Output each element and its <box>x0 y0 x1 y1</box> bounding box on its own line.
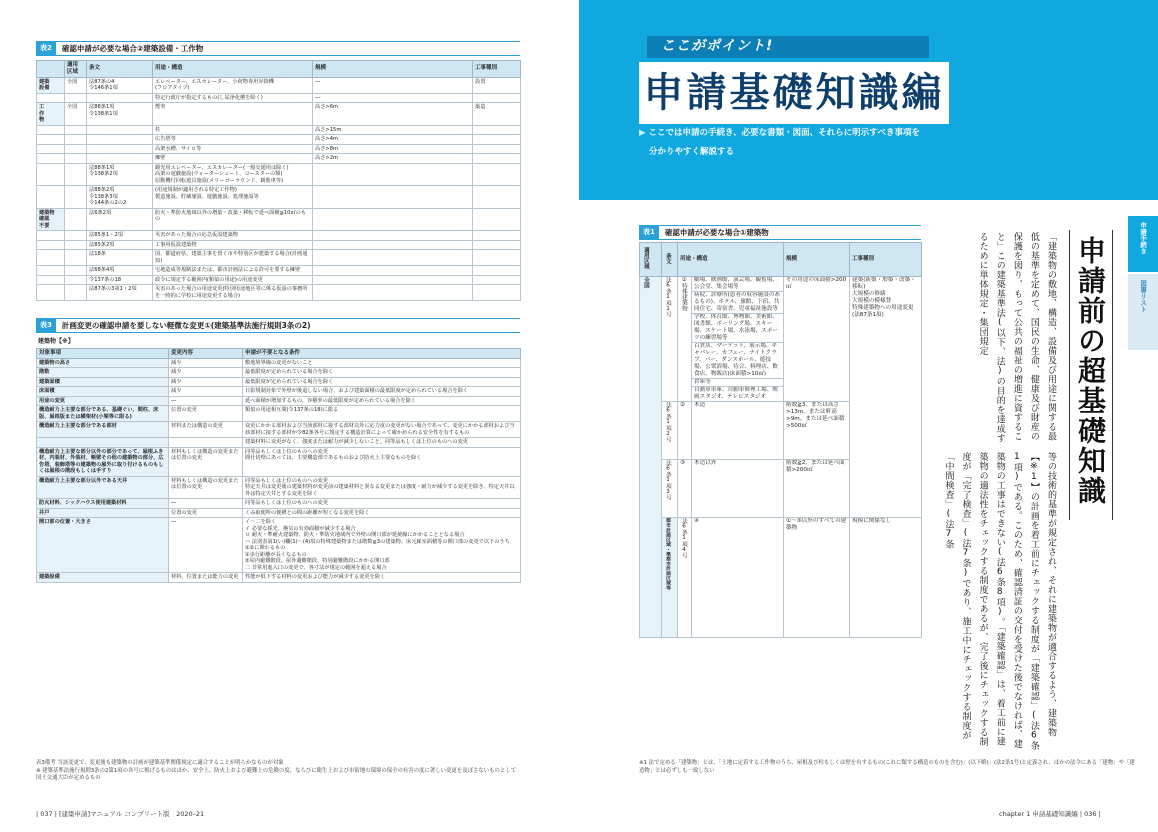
table2-cell: 観光用エレベーター、エスカレーター(一般交通用は除く) 高架の遊戯施設(ウォーターシュート、コースターの類) 原動機付回転遊具施設(メリーゴーラウンド、観覧車等) <box>153 163 313 186</box>
table2-row <box>37 77 521 93</box>
table1 <box>639 242 922 638</box>
table3-cell: 床面積 <box>37 387 169 397</box>
table2-cell <box>37 240 65 250</box>
table3-row <box>37 377 521 387</box>
table1-article <box>678 517 692 637</box>
table1-use: 百貨店、マーケット、展示場、キャバレー、カフェー、ナイトクラブ、バー、ダンスホール、遊技場、公衆浴場、待合、料理店、飲食店、物販店(床面積>10㎡) <box>692 342 784 378</box>
table1-area-text: 全国 <box>642 277 649 289</box>
table2-cell: 建築 設備 <box>37 77 65 93</box>
table2-cell <box>313 250 473 266</box>
table2-cell <box>313 231 473 241</box>
table1-use: 自動車車庫、自動車修理工場、映画スタジオ、テレビスタジオ <box>692 386 784 401</box>
table2-cell <box>473 250 521 266</box>
table3-cell <box>37 438 169 448</box>
table1-header-use: 用途・構造 <box>678 243 784 277</box>
table2-cell <box>65 231 87 241</box>
table2-cell <box>65 144 87 154</box>
table2-cell: エレベーター、エスカレーター、小荷物専用昇降機 (フロアタイプ) <box>153 77 313 93</box>
table3-cell: 同等品もしくは上位のものへの変更 <box>243 499 521 509</box>
table1-article-text: 法6条1項3号 <box>664 459 671 501</box>
table2-row <box>37 285 521 301</box>
table2-cell: 擁壁 <box>153 154 313 164</box>
table3-cell: イ〜二を除く イ 必要な採光、換気の有効面積が減少する場合 ロ 耐火・準耐火建築物、防火・準防火地域内で外壁の開口部が延焼線にかかることとなる場合 ハ 法別表第1(い)欄(1)〜(4)項の特殊建築物または階数≧3の建築物、床元廊室面積等の開口部の変更で以下のうち①②に関わるもの ①歩行距離が長くなるもの ②屋内避難階段、屋外避難階段、特別避難階段にかかる開口部 二 非常用進入口の変更で、各寸法が規定の範囲を超える場合 <box>243 518 521 573</box>
table2-row <box>37 103 521 126</box>
table2-cell <box>87 125 153 135</box>
table3-cell: 構造耐力上主要な部分以外の部分であって、屋根ふき材、内装材、外装材、帳壁その他の建築物の部分、広告塔、装飾塔等の建築物の屋外に取り付けるものもしくは屋根の階段もしくは手すり <box>37 447 169 476</box>
table2-cell <box>87 154 153 164</box>
table3-row <box>37 476 521 499</box>
table3-header-1: 変更内容 <box>169 349 243 359</box>
section-title: 申請前の超基礎知識 <box>1069 230 1113 520</box>
table2-cell <box>313 266 473 276</box>
table2-cell <box>37 125 65 135</box>
table1-size: 規模に関係なし <box>850 517 922 637</box>
table2-cell: 法87条の3第1・2項 <box>87 285 153 301</box>
table2-cell <box>65 208 87 231</box>
table1-area <box>640 277 662 638</box>
table1-mark: ③ <box>678 459 692 517</box>
table2-title-bar <box>36 41 520 56</box>
right-footnote: ※1 法で定める「建築物」とは、「土地に定着する工作物のうち、屋根及び柱もしくは壁を有するもの(これに類する構造のものを含む)」(以下略)」(法2条1号)と定義され、ほかの法令にある「建物」や「建造物」とは必ずしも一致しない <box>639 760 1135 774</box>
table2 <box>36 60 521 301</box>
table2-row <box>37 231 521 241</box>
right-footer: chapter 1 申請基礎知識編 | 036 | <box>999 809 1101 818</box>
table2-cell: 法85条2項 <box>87 240 153 250</box>
body-text-2: 等の技術的基準が規定され、それに建築物が適合するよう、建築物【※1】の計画を着工前にチェックする制度が「建築確認」(法6条1項)である。このため、確認済証の交付を受けた後でなければ、建築物の工事はできない(法6条8項)。「建築確認」は、着工前に建築物の適法性をチェックする制度であるが、完了後にチェックする制度が「完了検査」(法7条)であり、施工中にチェックする制度が「中間検査」(法7条 <box>943 452 1056 751</box>
table1-article-text: 法6条1項1号 <box>664 277 671 318</box>
table3-cell: 材料もしくは構造の変更または位置の変更 <box>169 476 243 499</box>
right-page <box>579 0 1158 832</box>
table2-header-4: 規模 <box>313 61 473 78</box>
table2-cell: 全国 <box>65 77 87 93</box>
table2-cell: 柱 <box>153 125 313 135</box>
table2-cell <box>473 208 521 231</box>
table2-header-1: 適用 区域 <box>65 61 87 78</box>
table3-cell: ― <box>169 499 243 509</box>
table1-area-2-text: 都市計画区域・準都市計画区域等 <box>664 517 670 590</box>
table3-caption: 建築物【※】 <box>38 338 74 345</box>
table3-cell: 最低限度が定められている場合を除く <box>243 377 521 387</box>
table1-header-work: 工事種別 <box>850 243 922 277</box>
table3-cell: 減少 <box>169 358 243 368</box>
table3-number: 表3 <box>36 319 56 332</box>
table3-cell: 構造耐力上主要な部分である、基礎ぐい、間柱、床版、屋根版または横架材(小梁等に限る) <box>37 406 169 422</box>
table2-cell <box>37 154 65 164</box>
table2-cell: 令137条の18 <box>87 275 153 285</box>
table2-cell: 高さ>15m <box>313 125 473 135</box>
table2-row <box>37 163 521 186</box>
table2-cell: 法88条2項 令138条3項 令144条の2の2 <box>87 186 153 209</box>
table2-cell: 災害のあった場合の用途変更(特別用途地区等に係る仮設の事務所を一時的に学校に用途変更する場合) <box>153 285 313 301</box>
table2-cell <box>65 240 87 250</box>
table2-title: 確認申請が必要な場合②建築設備・工作物 <box>61 43 204 53</box>
table2-row <box>37 208 521 231</box>
table2-cell <box>37 285 65 301</box>
table3-cell: 同等品もしくは上位のものへの変更 特定天井は変更後の建築材料が変更前の建築材料と異なる変更または強度・耐力が減少する変更を除き、特定天井以外は特定天井とする変更を除く <box>243 476 521 499</box>
table2-cell: 設置 <box>473 77 521 93</box>
table1-group <box>678 277 692 402</box>
table2-cell <box>473 186 521 209</box>
table3-cell: 建築物の高さ <box>37 358 169 368</box>
table2-cell: 特定行政庁が指定するもの(し尿浄化槽を除く) <box>153 93 313 103</box>
table3-cell: 性能が低下する材料の変更および能力が減少する変更を除く <box>243 573 521 583</box>
table3-note: ※ 建築基準法施行規則3条の2第1項の各号に掲げるものはほか、安全上、防火上および避難上の危険の度、ならびに衛生上および市街地の環境の保全の有害の度に著しい変更を及ぼさないものとして国土交通大臣が定めるもの <box>36 767 517 782</box>
table1-row <box>640 517 922 637</box>
table1-header-size: 規模 <box>784 243 850 277</box>
table3-cell: ― <box>169 396 243 406</box>
table3-cell: 減少 <box>169 387 243 397</box>
table2-cell <box>473 144 521 154</box>
table1-mark: ② <box>678 401 692 459</box>
table3-row <box>37 573 521 583</box>
table2-cell <box>313 163 473 186</box>
table1-article <box>662 459 678 517</box>
table1-use: 倉庫等 <box>692 378 784 386</box>
table3-cell: 建築材料に変更がなく、強度または耐力が減少しないこと。同等品もしくは上位のものへの変更 <box>243 438 521 448</box>
table2-cell: 工事用仮設建築物 <box>153 240 313 250</box>
table3-row <box>37 422 521 438</box>
table2-cell <box>37 144 65 154</box>
table2-cell: (用途規制が適用される特定工作物) 製造施設、貯蔵施設、遊戯施設、処理施設等 <box>153 186 313 209</box>
table1-use: 劇場、映画館、演芸場、観覧場、公会堂、集会場等 <box>692 277 784 292</box>
table1-work: 建築(新築・増築・改築・移転) 大規模の修繕 大規模の模様替 特殊建築物への用途変更(法87条1項) <box>850 277 922 518</box>
table2-cell: 高架水槽、サイロ等 <box>153 144 313 154</box>
table3-row <box>37 508 521 518</box>
arrow-right-icon: ▶ <box>639 128 646 138</box>
table2-cell <box>473 231 521 241</box>
table3-header-0: 対象事項 <box>37 349 169 359</box>
table2-cell <box>313 275 473 285</box>
table1-article-text: 法6条1項4号 <box>680 517 687 559</box>
table3-row <box>37 438 521 448</box>
table2-cell <box>37 186 65 209</box>
table2-cell <box>313 240 473 250</box>
table3-cell: 位置の変更 <box>169 508 243 518</box>
table3-cell: 類似の用途相互間(令137条の18)に限る <box>243 406 521 422</box>
side-tabs <box>1128 216 1158 656</box>
table3-row <box>37 396 521 406</box>
tab-application-procedure[interactable]: 申請手続き <box>1128 216 1158 272</box>
table2-cell: 全国 <box>65 103 87 126</box>
table1-size: 階数≧2、または延べ面積>200㎡ <box>784 459 850 517</box>
table1-area-2 <box>662 517 678 637</box>
table2-cell: 法88条1項 令138条1項 <box>87 103 153 126</box>
table3-cell: 材料または構造の変更 <box>169 422 243 438</box>
table2-cell <box>65 93 87 103</box>
table3-cell: 構造耐力上主要な部分以外である天井 <box>37 476 169 499</box>
table2-cell: ― <box>313 93 473 103</box>
table2-cell <box>313 208 473 231</box>
table2-row <box>37 93 521 103</box>
table2-cell <box>313 186 473 209</box>
table2-cell <box>65 266 87 276</box>
table2-cell <box>37 135 65 145</box>
table1-title-bar <box>639 225 921 240</box>
table2-cell: 広告塔等 <box>153 135 313 145</box>
table3-cell: 構造耐力上主要な部分である部材 <box>37 422 169 438</box>
table2-row <box>37 144 521 154</box>
table2-cell <box>313 285 473 301</box>
table2-cell <box>65 250 87 266</box>
table3-cell: 防火材料、シックハウス使用建築材料 <box>37 499 169 509</box>
table2-cell <box>473 285 521 301</box>
table3-cell: 最低限度が定められている場合を除く <box>243 368 521 378</box>
table1-mark: ④ <box>692 517 784 637</box>
table1-size: 階数≧3、または高さ>13m、または軒高>9m、または延べ面積>500㎡ <box>784 401 850 459</box>
table2-cell <box>473 135 521 145</box>
table3-row <box>37 387 521 397</box>
table3-cell: 位置の変更 <box>169 406 243 422</box>
left-footer: | 037 | [建築申請]マニュアル コンプリート版 2020–21 <box>36 809 205 818</box>
table1-article-text: 法6条1項2号 <box>664 401 671 443</box>
table2-cell <box>473 266 521 276</box>
table1-group-text: ①特殊建築物 <box>680 277 687 311</box>
table2-cell: 法87条の4 令146条1項 <box>87 77 153 93</box>
table2-cell: 高さ>6m <box>313 103 473 126</box>
intro-line-2: 分かりやすく解説する <box>649 146 735 157</box>
table2-cell: 法85条1・2項 <box>87 231 153 241</box>
table1-use: 木造以外 <box>692 459 784 517</box>
table2-cell: 国、都道府県、建築主事を置く市や特別区が建築する場合(計画通知) <box>153 250 313 266</box>
table3-row <box>37 447 521 476</box>
table3-cell: 建築設備 <box>37 573 169 583</box>
table2-cell <box>65 186 87 209</box>
table3-cell: 敷地境界線の変更がないこと <box>243 358 521 368</box>
table2-cell <box>65 163 87 186</box>
table2-cell <box>473 93 521 103</box>
table3-cell: 減少 <box>169 377 243 387</box>
table3-cell: 材料、位置または能力の変更 <box>169 573 243 583</box>
table2-cell <box>473 275 521 285</box>
table2-row <box>37 266 521 276</box>
table2-cell: 築造 <box>473 103 521 126</box>
table3-title-bar <box>36 318 520 333</box>
table3 <box>36 348 521 583</box>
table2-cell: 政令に規定する範囲内(類似の用途)の用途変更 <box>153 275 313 285</box>
table1-use: 病院、診療所(患者の収容施設のあるもの)、ホテル、旅館、下宿、共同住宅、寄宿舎、児童福祉施設等 <box>692 291 784 313</box>
intro-line-1: ここでは申請の手続き、必要な書類・図面、それらに明示すべき事項を <box>648 128 921 138</box>
table2-cell: 煙突 <box>153 103 313 126</box>
table1-header-article: 条文 <box>662 243 678 277</box>
table2-cell <box>87 93 153 103</box>
table3-cell: 変更にかかる部材および当該部材に接する部材以外に応力度の変更がない場合であって、変更にかかる部材および当該部材に接する部材が令82条各号に規定する構造計算によって確かめられる安全性を有するもの <box>243 422 521 438</box>
table1-use: 木造 <box>692 401 784 459</box>
table1-size: その用途の床面積>200㎡ <box>784 277 850 402</box>
table2-cell: 法18条 <box>87 250 153 266</box>
table3-row <box>37 499 521 509</box>
table2-cell <box>65 285 87 301</box>
tab-document-list[interactable]: 図書リスト <box>1128 274 1158 350</box>
table2-cell <box>37 231 65 241</box>
table3-note: 表3備考 当該変更で、変更後も建築物の計画が建築基準関係規定に適合することが明らかなものが対象 <box>36 760 284 766</box>
table1-use: ①〜③以外のすべての建築物 <box>784 517 850 637</box>
table2-header-3: 用途・構造 <box>153 61 313 78</box>
table3-cell: 延べ面積が増加するもの、容積率の最低限度が定められている場合を除く <box>243 396 521 406</box>
chapter-intro <box>639 124 920 161</box>
table2-row <box>37 135 521 145</box>
table1-article <box>662 277 678 402</box>
table2-cell <box>37 250 65 266</box>
table2-cell <box>37 163 65 186</box>
table2-row <box>37 154 521 164</box>
table3-cell: 材料もしくは構造の変更または位置の変更 <box>169 447 243 476</box>
table3-cell: 同等品もしくは上位のものへの変更 間仕切壁にあっては、主要構造部であるものおよび防火上主要なものを除く <box>243 447 521 476</box>
table2-cell: ― <box>313 77 473 93</box>
table3-header-2: 申請が不要となる条件 <box>243 349 521 359</box>
table1-article <box>662 401 678 459</box>
table2-cell: 宅地造成等規制法または、都市計画法による許可を要する擁壁 <box>153 266 313 276</box>
chapter-title: 申請基礎知識編 <box>639 62 949 124</box>
point-label: ここがポイント! <box>647 36 929 58</box>
chapter-banner <box>579 0 1158 200</box>
table3-cell: 井戸 <box>37 508 169 518</box>
table2-cell: 高さ>4m <box>313 135 473 145</box>
table2-cell <box>473 240 521 250</box>
table3-cell: 建築面積 <box>37 377 169 387</box>
table3-notes <box>36 760 520 783</box>
table2-cell: 建築物 確認 不要 <box>37 208 65 231</box>
table3-cell: 階数 <box>37 368 169 378</box>
body-text-1: 「建築物の敷地、構造、設備及び用途に関する最低の基準を定めて、国民の生命、健康及び財産の保護を図り、もって公共の福祉の増進に資すること」この建築基準法(以下、法)の目的を達成するために単体規定・集団規定 <box>977 232 1056 443</box>
table2-cell <box>473 154 521 164</box>
table3-cell: 開口部の位置・大きさ <box>37 518 169 573</box>
table2-cell <box>65 125 87 135</box>
table2-cell <box>65 275 87 285</box>
table2-cell <box>37 266 65 276</box>
table3-row <box>37 358 521 368</box>
table2-number: 表2 <box>36 42 56 55</box>
table2-header-2: 条文 <box>87 61 153 78</box>
table1-number: 表1 <box>639 226 659 239</box>
table2-header-0 <box>37 61 65 78</box>
table3-cell: ― <box>169 518 243 573</box>
table2-cell <box>87 144 153 154</box>
table2-row <box>37 250 521 266</box>
table3-cell: くみ取便所の便槽との間の距離が短くなる変更を除く <box>243 508 521 518</box>
table3-row <box>37 406 521 422</box>
table2-cell <box>65 135 87 145</box>
table2-cell: 法6条2項 <box>87 208 153 231</box>
table1-title: 確認申請が必要な場合①建築物 <box>664 227 769 237</box>
table2-row <box>37 186 521 209</box>
table3-cell: 用途の変更 <box>37 396 169 406</box>
table2-cell: 高さ>2m <box>313 154 473 164</box>
table2-cell <box>473 125 521 135</box>
table3-cell: 減少 <box>169 368 243 378</box>
table1-header-area: 適用区域 <box>640 243 662 277</box>
table2-cell: 法88条1項 令138条2項 <box>87 163 153 186</box>
table2-cell: 防火・準防火地域以外の増築・改築・移転で延べ面積≦10㎡のもの <box>153 208 313 231</box>
table2-cell <box>37 275 65 285</box>
table2-cell: 高さ>8m <box>313 144 473 154</box>
table3-row <box>37 368 521 378</box>
table2-cell <box>473 163 521 186</box>
table2-cell <box>37 93 65 103</box>
table2-cell <box>87 135 153 145</box>
table2-row <box>37 240 521 250</box>
table3-row <box>37 518 521 573</box>
table1-row <box>640 277 922 292</box>
table2-cell: 工 作 物 <box>37 103 65 126</box>
table1-use: 学校、体育館、博物館、美術館、図書館、ボーリング場、スキー場、スケート場、水泳場、スポーツの練習場等 <box>692 313 784 342</box>
table2-cell: 法68条4項 <box>87 266 153 276</box>
table2-cell: 災害があった場合の応急仮設建築物 <box>153 231 313 241</box>
table2-row <box>37 125 521 135</box>
table3-cell <box>169 438 243 448</box>
table2-header-5: 工事種別 <box>473 61 521 78</box>
table2-row <box>37 275 521 285</box>
table2-cell <box>65 154 87 164</box>
table3-title: 計画変更の確認申請を要しない軽微な変更①(建築基準法施行規則3条の2) <box>61 320 311 330</box>
table3-cell: 日影規制対象で外壁が後退しない場合、および建築面積の最低限度が定められている場合を除く <box>243 387 521 397</box>
